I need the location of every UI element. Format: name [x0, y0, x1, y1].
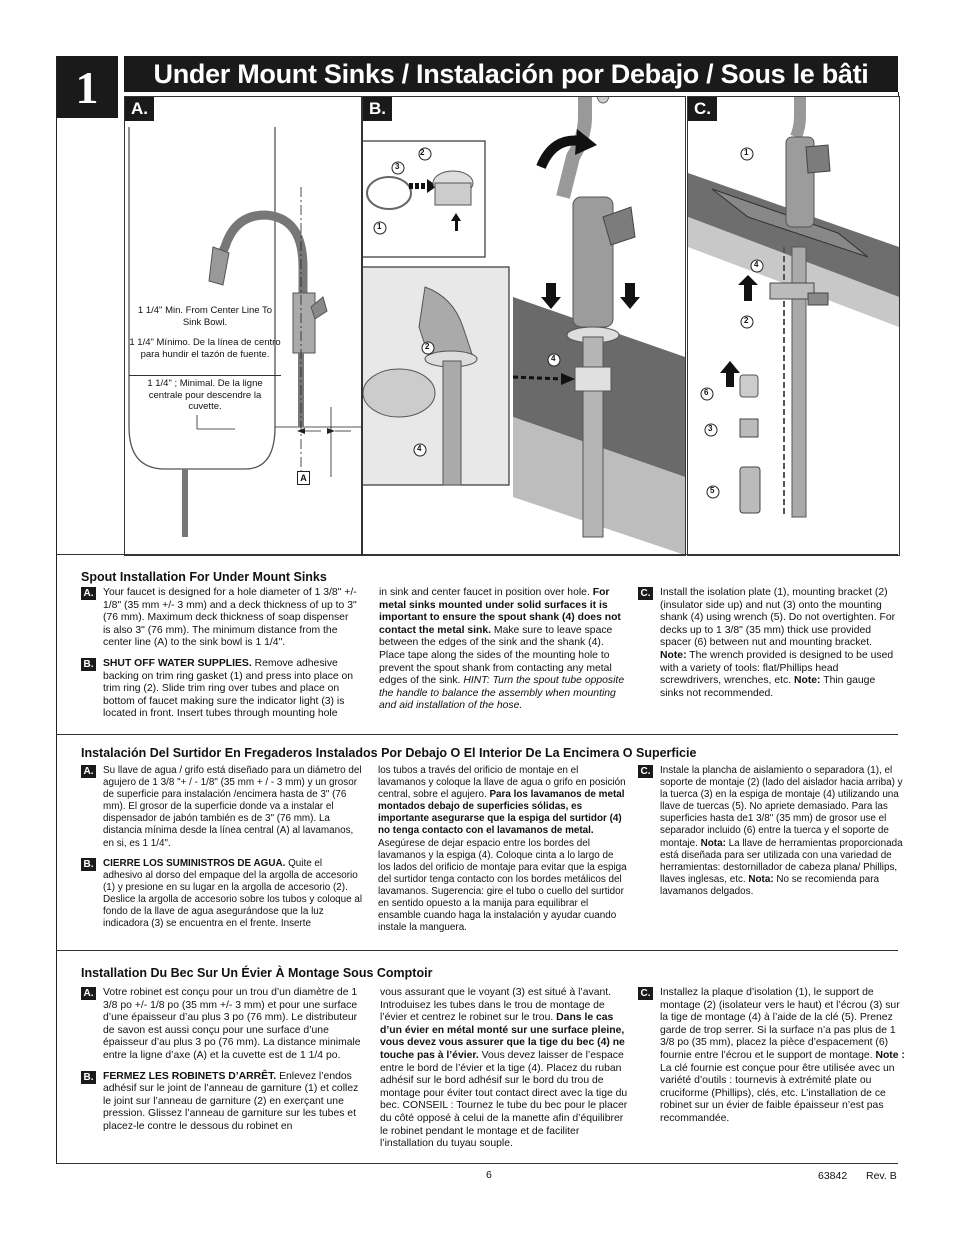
badge-b: B.: [81, 858, 96, 871]
step-b-bold: SHUT OFF WATER SUPPLIES.: [103, 657, 252, 669]
panel-b: [362, 96, 686, 556]
panel-b-label: B.: [363, 97, 392, 121]
callout-c-label: 3: [708, 424, 713, 433]
section-divider: [56, 950, 898, 951]
note-label: Note:: [660, 649, 687, 661]
step-c-text-2: La llave de herramientas proporcionada está diseñada para ser utilizada con una variedad de herramientas: destornillador de cabeza plana/ Phillips, llaves inglesas, etc.: [660, 837, 903, 885]
step-a-text: Votre robinet est conçu pour un trou d’un diamètre de 1 3/8 po +/- 1/8 po (35 mm +/- 3 mm) et pour une surface d’une épaisseur d’au plus 3 po (76 mm). Le distributeur de savon est aussi conçu pour une surface d’une épaisseur d’au plus 3 po (76 mm). La distance minimale entre la ligne d’axe (A) et la cuvette est de 1 1/4 po.: [103, 987, 361, 1061]
caption-es: 1 1/4" Mínimo. De la línea de centro para hundir el tazón de fuente.: [129, 337, 281, 360]
continued-text-2: Asegúrese de dejar espacio entre los bordes del lavamanos y la espiga (4). Coloque cinta a lo largo de los lados del orificio de montaje para evitar que la espiga del surtidor tenga contacto con los bordes metálicos del lavamanos. Sugerencia: gire el tubo o cuello del surtidor en sentido opuesto a la manija para equilibrar el ensamble cuando haga la instalación y ayudar cuando instale la manguera.: [378, 837, 627, 934]
step-a-es: [81, 765, 363, 850]
callout-c-label: 6: [704, 388, 709, 397]
note-label: Note :: [875, 1049, 905, 1061]
step-c-text: Install the isolation plate (1), mounting bracket (2) (insulator side up) and nut (3) onto the mounting shank (4) using wrench (5). Do not overtighten. For decks up to 1 3/8" (35 mm) thick use provided spacer (6) between nut and mounting bracket.: [660, 587, 896, 649]
step-c-text: Instale la plancha de aislamiento o separadora (1), el soporte de montaje (2) (lado del aislador hacia arriba) y la tuerca (3) en la espiga de montaje (4) utilizando una llave de tuercas (5). No apriete demasiado. Para las superficies hasta de1 3/8" (35 mm) de grosor use el separador incluido (6) entre la tuerca y el soporte de montaje.: [660, 765, 903, 849]
callout-c-label: 2: [744, 316, 749, 325]
center-line-marker: A: [297, 471, 310, 485]
section-es-col-3: [638, 765, 910, 906]
continued-bold: Para los lavamanos de metal montados debajo de superficies sólidas, es importante asegurarse que la espiga del surtidor (4) no tenga contacto con el lavamanos de metal.: [378, 789, 625, 837]
continued-text: vous assurant que le voyant (3) est situé à l’avant. Introduisez les tubes dans le trou de montage de l’évier et centrez le robinet sur le trou.: [380, 987, 612, 1024]
spout-install-illustration: [363, 97, 685, 555]
section-en-col-3: [638, 587, 900, 708]
callout-b-label: 3: [395, 162, 400, 171]
continued-bold: Dans le cas d’un évier en métal monté sur une surface pleine, vous devez vous assurer que la tige du bec (4) ne touche pas à l’évier.: [380, 1012, 625, 1061]
page-title: Under Mount Sinks / Instalación por Debajo / Sous le bâti: [124, 56, 898, 92]
hint-text: HINT: Turn the spout tube opposite the handle to balance the assembly when mounting and aid installation of the hose.: [379, 675, 625, 712]
continued-text-2: Vous devez laisser de l’espace entre le bord de l’évier et la tige (4). Placez du ruban adhésif sur le bord adhésif sur le bord du trou de montage pour éviter tout contact direct avec la tige du bec. CONSEIL : Tournez le tube du bec pour le placer du côté opposé à celui de la manette afin d’équilibrer le robinet pendant le montage et de faciliter l’installation du tuyau souple.: [380, 1049, 628, 1150]
footer-divider: [56, 1163, 898, 1164]
step-a-text: Your faucet is designed for a hole diameter of 1 3/8" +/- 1/8" (35 mm +/- 3 mm) and a deck thickness of up to 3" (76 mm). Maximum deck thickness of soap dispenser is also 3" (76 mm). The minimum distance from the center line (A) to the sink bowl is 1 1/4".: [103, 587, 357, 649]
callout-b-label: 1: [377, 222, 382, 231]
step-b-en: [81, 658, 357, 721]
note-label-2: Nota:: [748, 873, 774, 885]
step-a-fr: [81, 987, 363, 1063]
step-c-text-2: La clé fournie est conçue pour être utilisée avec un variété d’outils : tournevis à extrémité plate ou cruciforme (Phillips), clés, etc. L’installation de ce robinet sur un évier de faible épaisseur n’est pas recommandée.: [660, 1062, 895, 1124]
revision: Rev. B: [866, 1170, 897, 1182]
caption-en: 1 1/4" Min. From Center Line To Sink Bowl.: [137, 305, 273, 328]
doc-number: 63842: [818, 1170, 848, 1182]
section-fr-col-3: [638, 987, 910, 1134]
step-number-box: [56, 56, 118, 118]
section-fr-col-2: [380, 987, 630, 1151]
step-b-fr: [81, 1071, 363, 1134]
step-c-text-3: No se recomienda para lavamanos delgados.: [660, 873, 879, 897]
section-divider: [56, 554, 898, 555]
step-number: 1: [75, 61, 99, 113]
panel-a-label: A.: [125, 97, 154, 121]
section-title-es: Instalación Del Surtidor En Fregaderos Instalados Por Debajo O El Interior De La Encimera O Superficie: [81, 746, 697, 760]
step-b-es: [81, 858, 363, 931]
step-c-en: [638, 587, 900, 700]
section-en-col-1: [81, 587, 357, 729]
step-b-text: Enlevez l’endos adhésif sur le joint de l’anneau de garniture (1) et collez le joint sur l’anneau de garniture (2) en exerçant une pression. Glissez l’anneau de garniture sur les tubes et placez-le contre le dessous du robinet en: [103, 1070, 359, 1132]
note-label-2: Note:: [793, 675, 821, 687]
callout-b-label: 4: [551, 354, 556, 363]
step-c-text-3: Thin gauge sinks not recommended.: [660, 675, 876, 699]
callout-b-label: 4: [417, 444, 422, 453]
step-a-en: [81, 587, 357, 650]
section-fr-col-1: [81, 987, 363, 1142]
step-a-text: Su llave de agua / grifo está diseñado para un diámetro del agujero de 1 3/8 "+ / - 1/8" (35 mm + / - 3 mm) y un grosor de superficie para instalación /encimera hasta de 3" (76 mm). El grosor de la superficie donde va a instalar el dispensador de jabón también es de 3" (76 mm). La distancia mínima desde la línea central (A) al lavamanos, en si, es 1 1/4".: [103, 765, 362, 849]
badge-c: C.: [638, 587, 653, 600]
page-number: 6: [486, 1169, 492, 1181]
panel-a: [124, 96, 362, 556]
caption-divider: [129, 375, 281, 376]
continued-text: los tubos a través del orificio de montaje en el lavamanos y coloque la llave de agua o grifo en posición central, sobre el agujero.: [378, 765, 626, 801]
continued-bold: For metal sinks mounted under solid surfaces it is important to ensure the spout shank (4) does not contact the metal sink.: [379, 587, 621, 636]
step-c-fr: [638, 987, 910, 1126]
step-c-text: Installez la plaque d’isolation (1), le support de montage (2) (isolateur vers le haut) et l’écrou (3) sur la tige de montage (4) à l’aide de la clé (5). Prenez garde de trop serrer. Si la surface n’a pas plus de 1 3/8 po (35 mm), placez la pièce d’espacement (6) fournie entre l’écrou et le support de montage.: [660, 987, 900, 1061]
step-b-text: Remove adhesive backing on trim ring gasket (1) and press into place on trim ring (2). Slide trim ring over tubes and place on bottom of faucet making sure the indicator light (3) is located in front. Insert tubes through mounting hole: [103, 657, 354, 720]
badge-c: C.: [638, 987, 653, 1000]
section-es-col-1: [81, 765, 363, 938]
badge-c: C.: [638, 765, 653, 778]
caption-fr: 1 1/4" ; Minimal. De la ligne centrale pour descendre la cuvette.: [147, 378, 263, 412]
continued-text-2: Make sure to leave space between the edges of the sink and the shank (4). Place tape along the sides of the mounting hole to prevent the spout shank from contacting any metal edges of the sink.: [379, 624, 613, 687]
note-label: Nota:: [700, 837, 726, 849]
frame-left-border: [56, 56, 57, 1164]
badge-a: A.: [81, 765, 96, 778]
badge-a: A.: [81, 987, 96, 1000]
step-b-text: Quite el adhesivo al dorso del empaque del la argolla de accesorio (1) y presione en su lugar en la argolla de accesorio (2). Deslice la argolla de accesorio sobre los tubos y coloque al fondo de la llave de agua asegurándose que la luz indicadora (3) se encuentra en el frente. Inserte: [103, 857, 363, 930]
callout-b-label: 2: [420, 148, 425, 157]
callout-c-label: 4: [754, 260, 759, 269]
panel-c: [687, 96, 900, 556]
step-b-bold: FERMEZ LES ROBINETS D’ARRÊT.: [103, 1070, 277, 1082]
callout-b-label: 2: [425, 342, 430, 351]
badge-b: B.: [81, 1071, 96, 1084]
continued-text: in sink and center faucet in position over hole.: [379, 587, 593, 598]
section-title-fr: Installation Du Bec Sur Un Évier À Montage Sous Comptoir: [81, 966, 433, 980]
callout-c-label: 5: [710, 486, 715, 495]
step-c-text-2: The wrench provided is designed to be used with a variety of tools: flat/Phillips head screwdrivers, wrenches, etc.: [660, 649, 894, 687]
callout-c-label: 1: [744, 148, 749, 157]
badge-a: A.: [81, 587, 96, 600]
section-es-col-2: [378, 765, 628, 934]
badge-b: B.: [81, 658, 96, 671]
panel-c-label: C.: [688, 97, 717, 121]
section-en-col-2: [379, 587, 629, 713]
step-b-bold: CIERRE LOS SUMINISTROS DE AGUA.: [103, 857, 286, 869]
section-title-en: Spout Installation For Under Mount Sinks: [81, 570, 327, 584]
section-divider: [56, 734, 898, 735]
step-c-es: [638, 765, 910, 898]
